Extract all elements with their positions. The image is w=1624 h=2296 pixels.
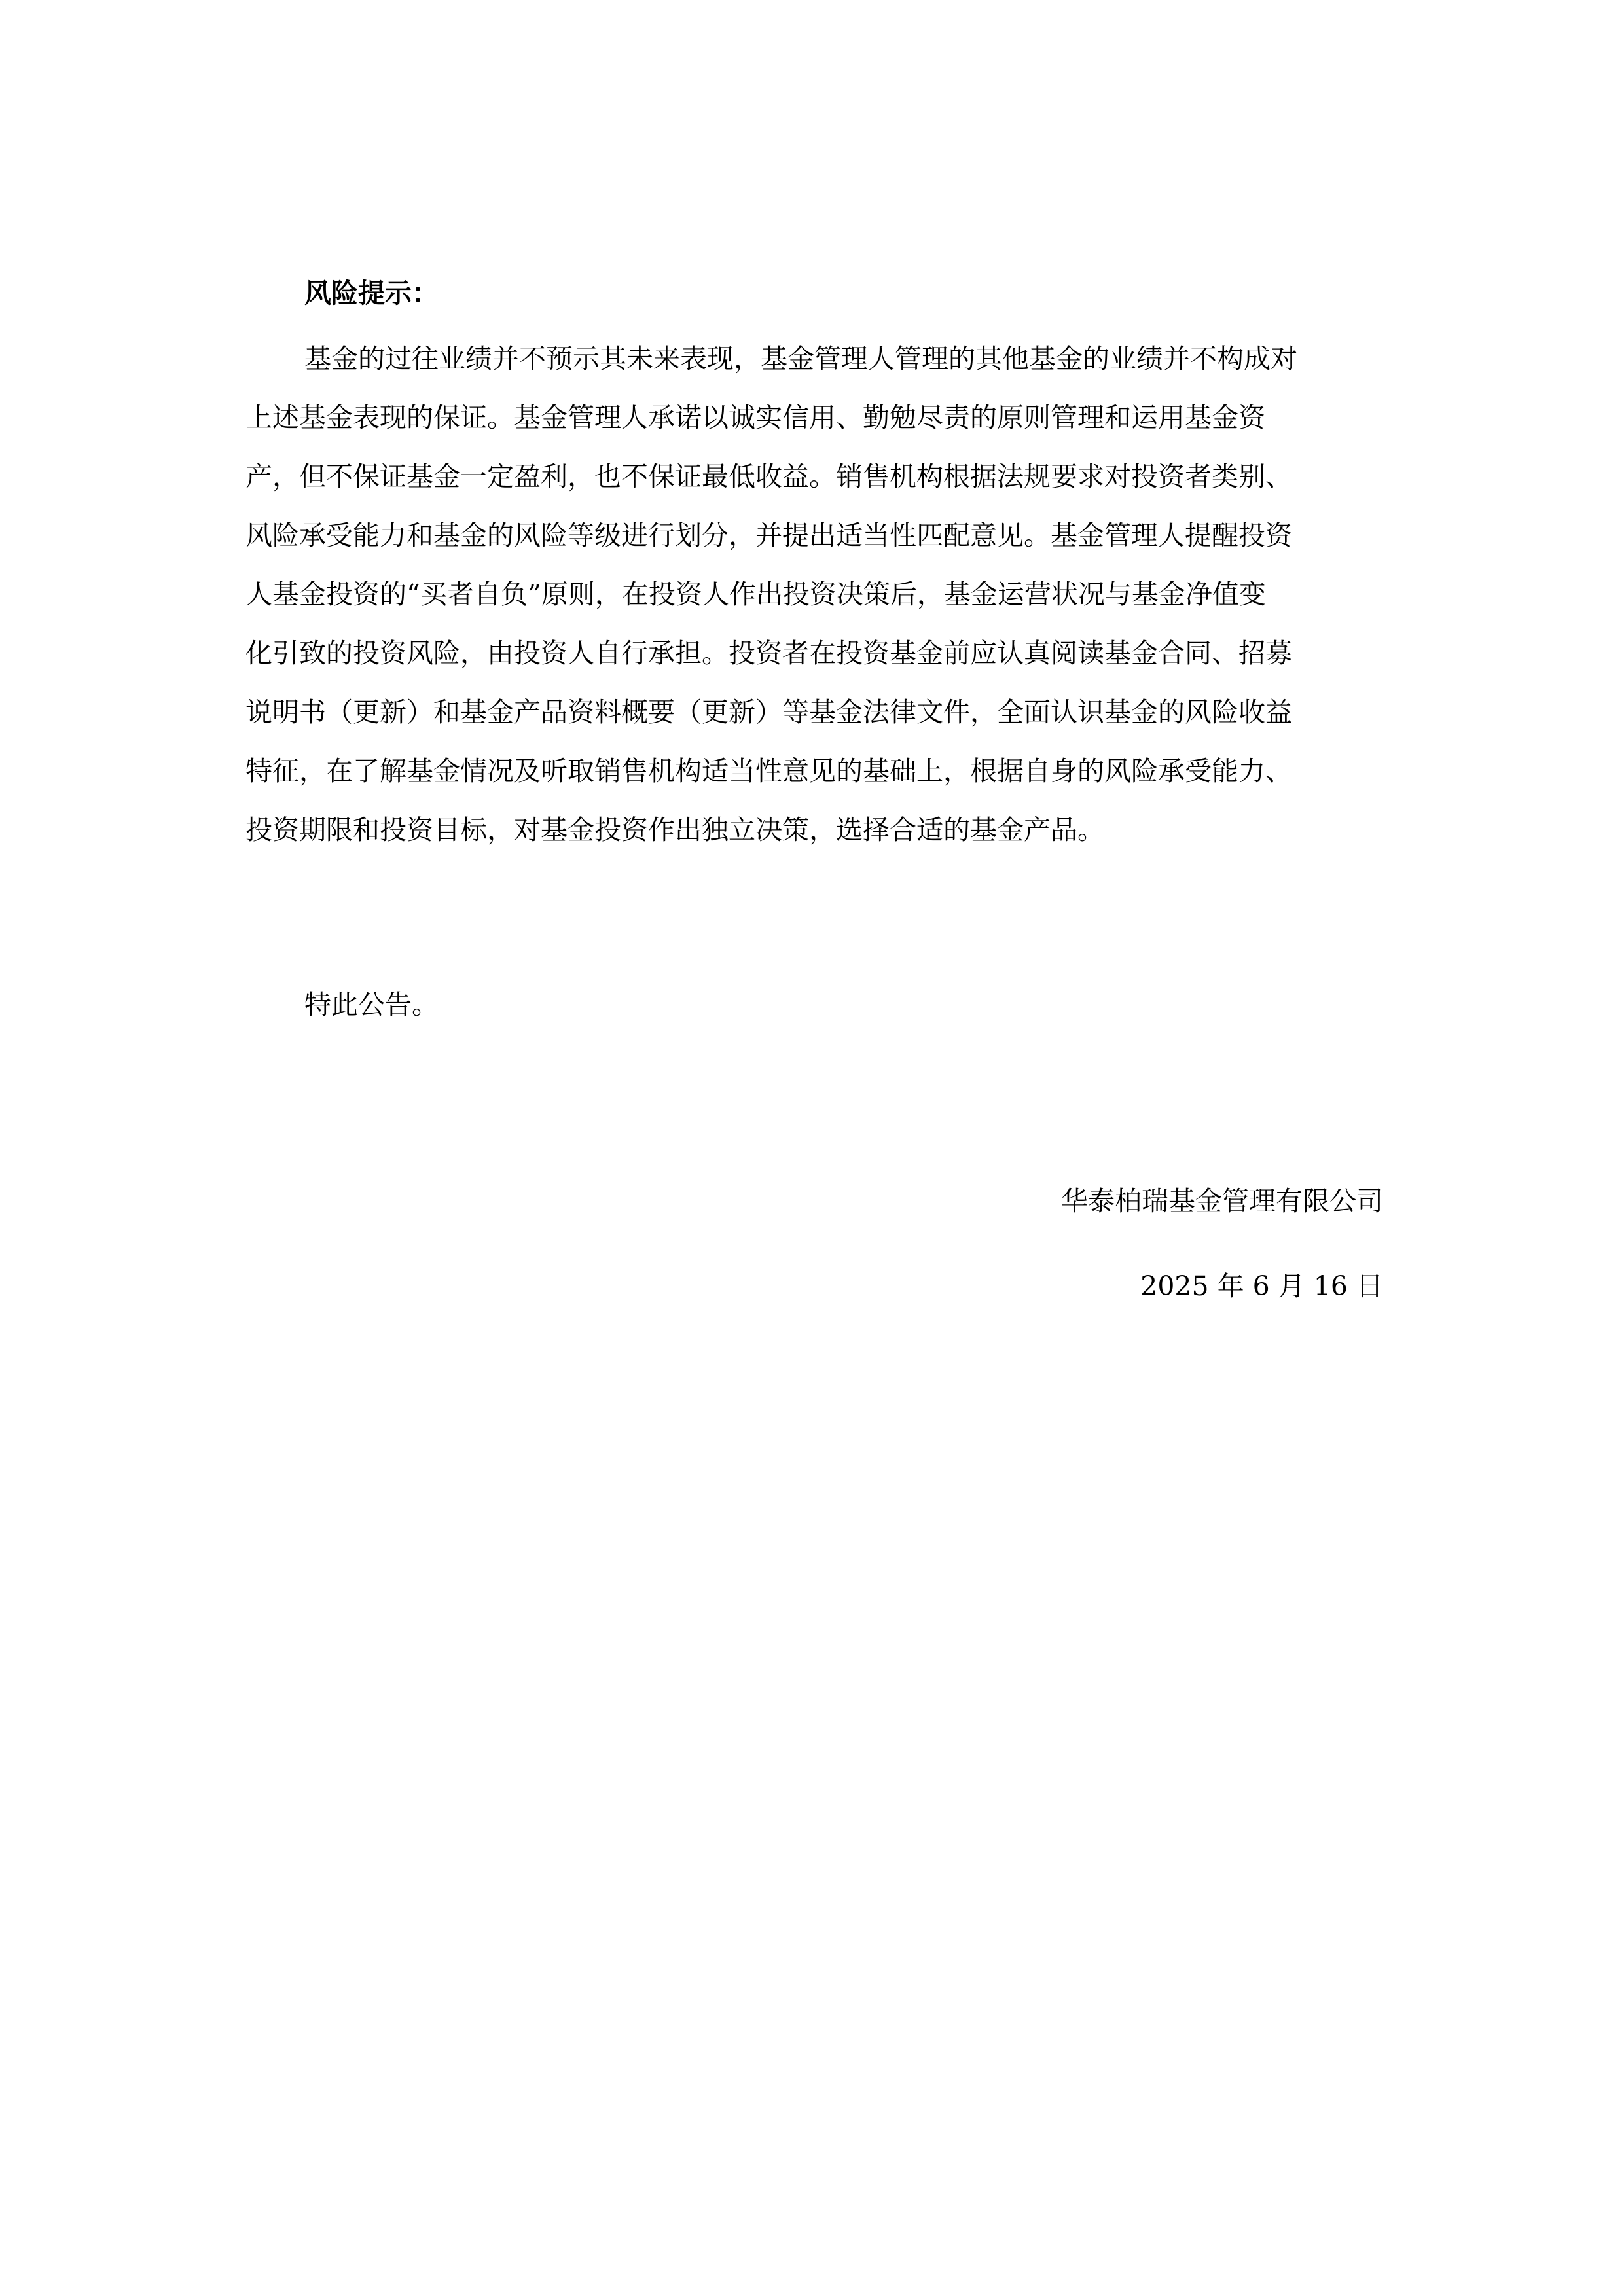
risk-notice-line-2: 上述基金表现的保证。基金管理人承诺以诚实信用、勤勉尽责的原则管理和运用基金资 xyxy=(245,402,1265,433)
signature-date: 2025 年 6 月 16 日 xyxy=(1140,1270,1383,1302)
closing-statement: 特此公告。 xyxy=(304,989,439,1020)
risk-notice-line-4: 风险承受能力和基金的风险等级进行划分，并提出适当性匹配意见。基金管理人提醒投资 xyxy=(245,520,1292,551)
risk-notice-line-8: 特征，在了解基金情况及听取销售机构适当性意见的基础上，根据自身的风险承受能力、 xyxy=(245,755,1292,787)
risk-notice-line-7: 说明书（更新）和基金产品资料概要（更新）等基金法律文件，全面认识基金的风险收益 xyxy=(245,696,1292,728)
signature-company: 华泰柏瑞基金管理有限公司 xyxy=(1061,1185,1383,1217)
risk-notice-line-5: 人基金投资的“买者自负”原则，在投资人作出投资决策后，基金运营状况与基金净值变 xyxy=(245,579,1266,610)
risk-notice-line-6: 化引致的投资风险，由投资人自行承担。投资者在投资基金前应认真阅读基金合同、招募 xyxy=(245,637,1292,669)
risk-notice-line-1: 基金的过往业绩并不预示其未来表现，基金管理人管理的其他基金的业绩并不构成对 xyxy=(304,343,1297,374)
risk-notice-line-3: 产，但不保证基金一定盈利，也不保证最低收益。销售机构根据法规要求对投资者类别、 xyxy=(245,461,1292,492)
risk-notice-heading: 风险提示： xyxy=(304,278,439,309)
risk-notice-line-9: 投资期限和投资目标，对基金投资作出独立决策，选择合适的基金产品。 xyxy=(245,814,1104,846)
